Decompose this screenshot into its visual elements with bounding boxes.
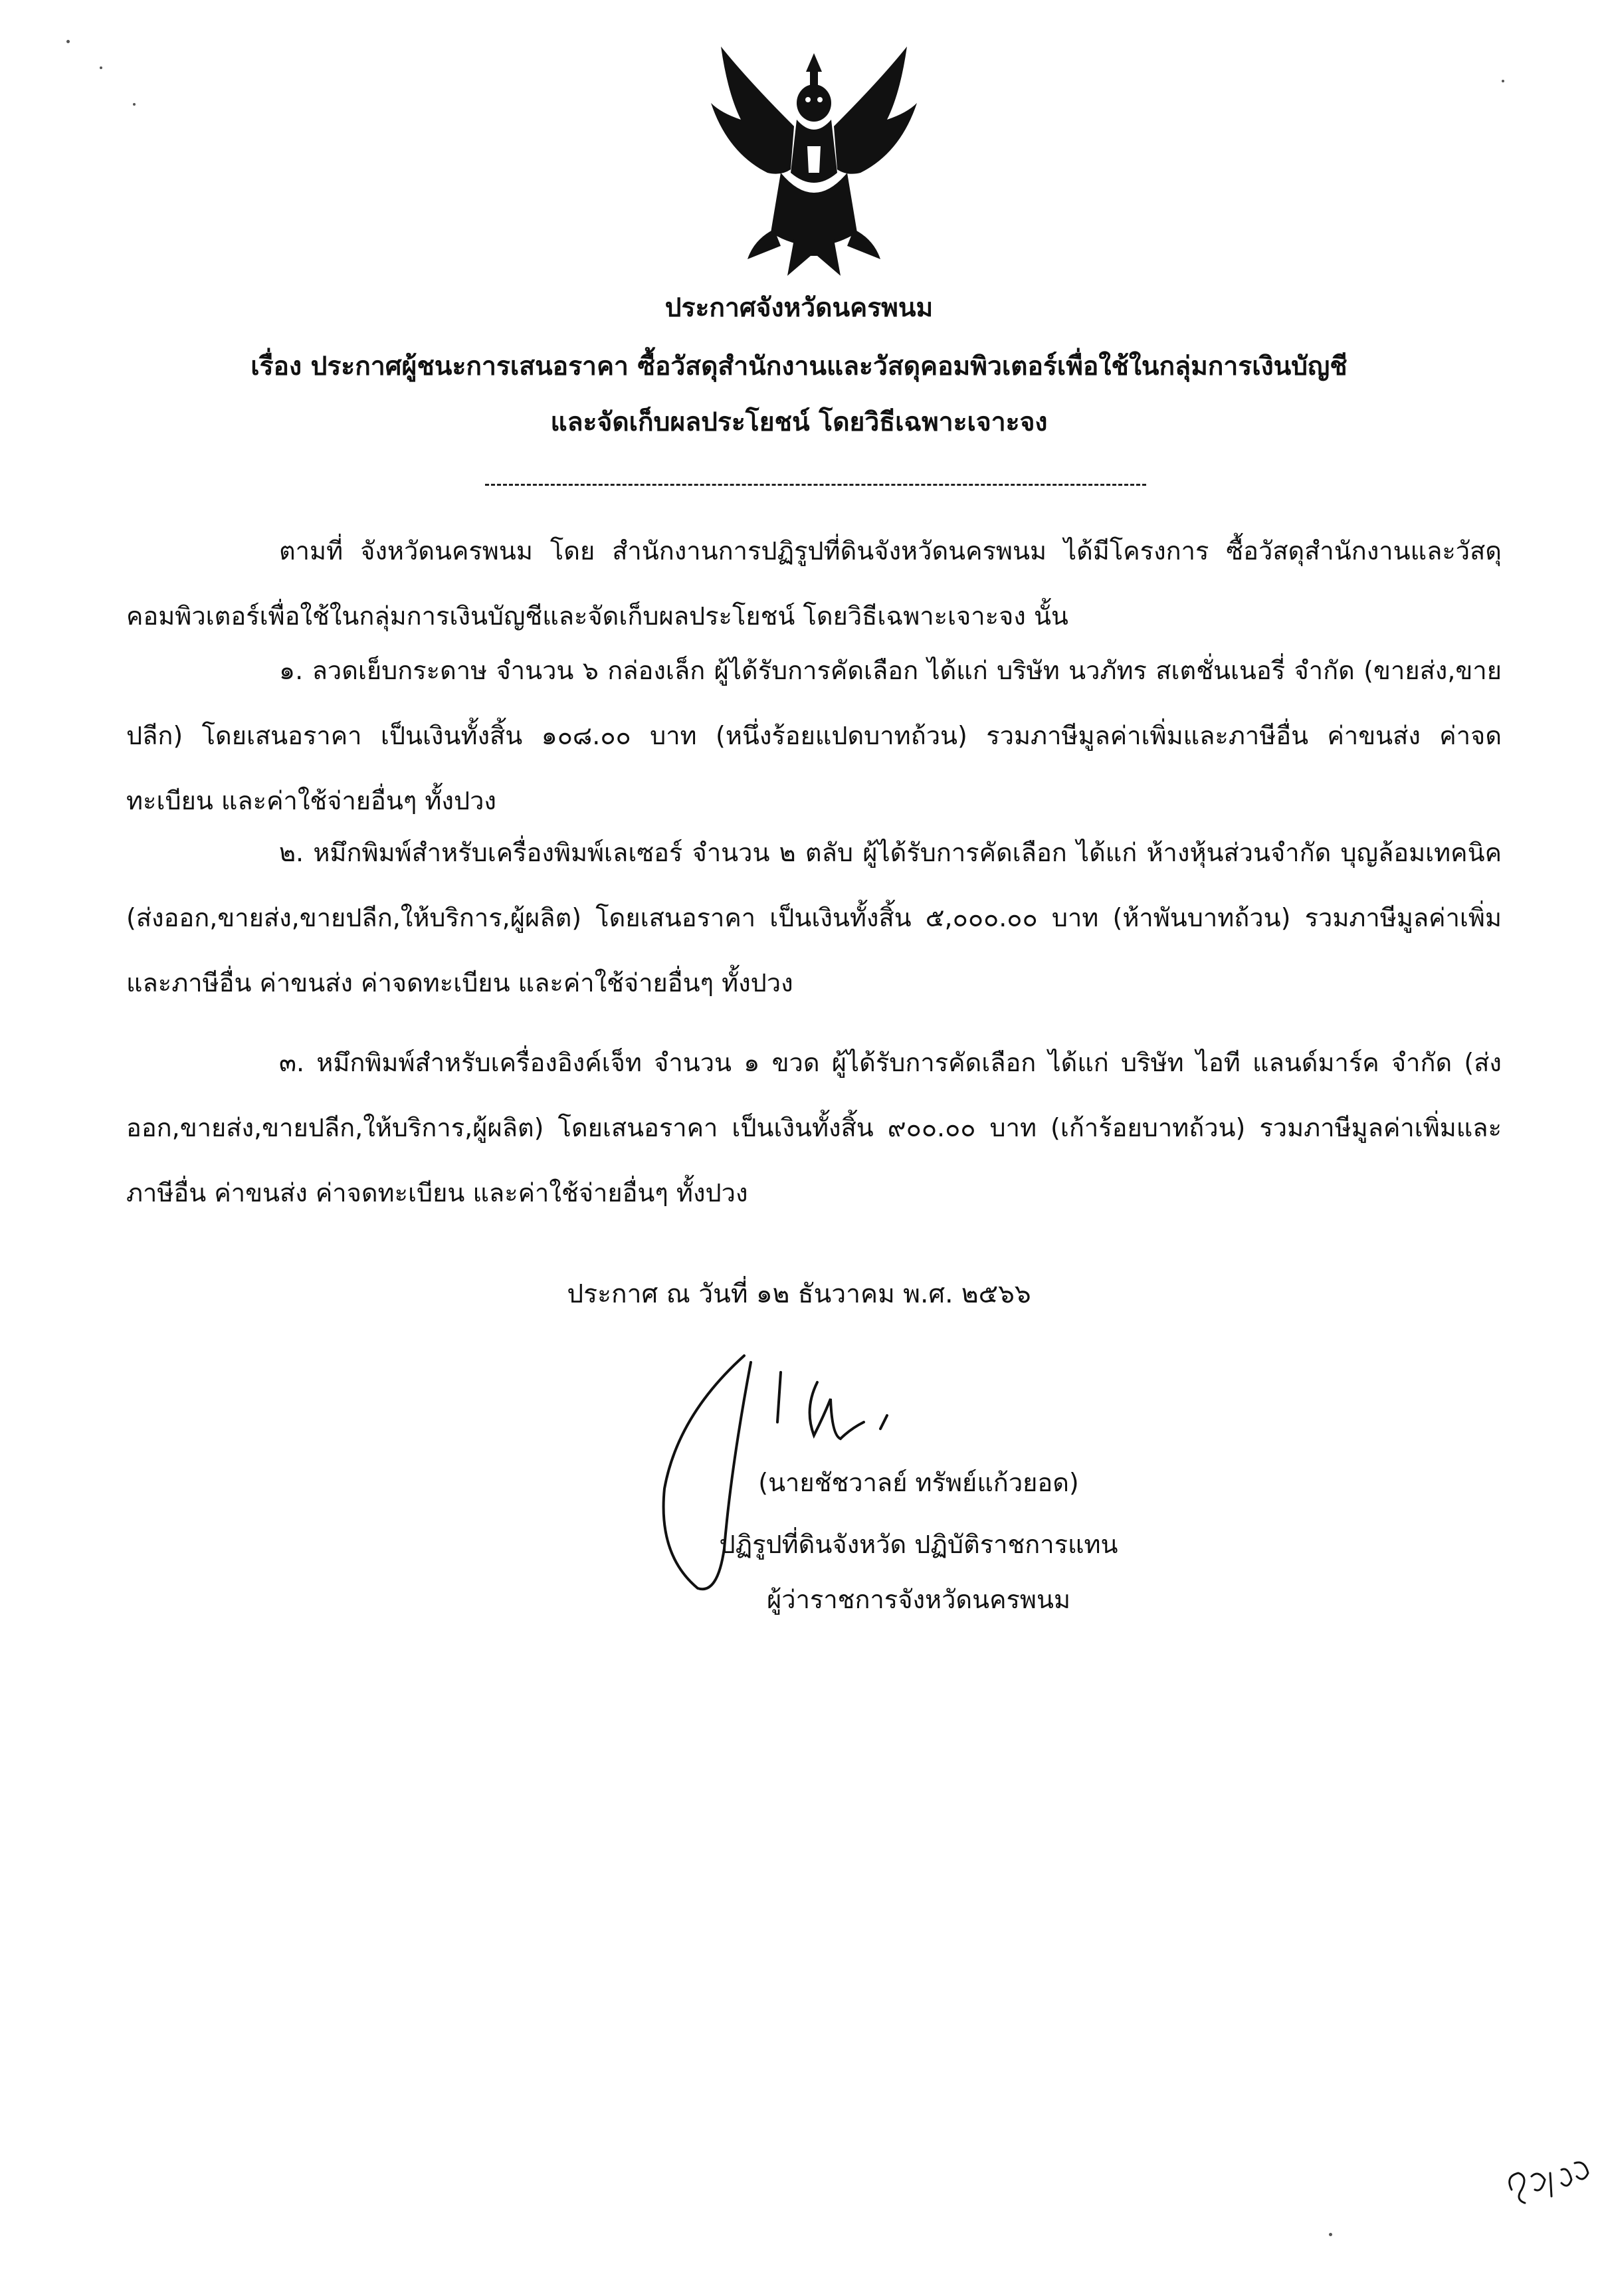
signatory-name: (นายชัชวาลย์ ทรัพย์แก้วยอด): [758, 1468, 1079, 1497]
scan-speck: [66, 40, 70, 43]
handwritten-page-mark: [1498, 2143, 1598, 2216]
item-3-paragraph: ๓. หมึกพิมพ์สำหรับเครื่องอิงค์เจ็ท จำนวน ๑ ขวด ผู้ได้รับการคัดเลือก ได้แก่ บริษัท ไอที แลนด์มาร์ค จำกัด (ส่งออก,ขายส่ง,ขายปลีก,ให้บริการ,ผู้ผลิต) โดยเสนอราคา เป็นเงินทั้งสิ้น ๙๐๐.๐๐ บาท (เก้าร้อยบาทถ้วน) รวมภาษีมูลค่าเพิ่มและภาษีอื่น ค่าขนส่ง ค่าจดทะเบียน และค่าใช้จ่ายอื่นๆ ทั้งปวง: [126, 1048, 1502, 1207]
divider: [485, 484, 1146, 486]
item-1-paragraph: ๑. ลวดเย็บกระดาษ จำนวน ๖ กล่องเล็ก ผู้ได้รับการคัดเลือก ได้แก่ บริษัท นวภัทร สเตชั่นเนอรี่ จำกัด (ขายส่ง,ขายปลีก) โดยเสนอราคา เป็นเงินทั้งสิ้น ๑๐๘.๐๐ บาท (หนึ่งร้อยแปดบาทถ้วน) รวมภาษีมูลค่าเพิ่มและภาษีอื่น ค่าขนส่ง ค่าจดทะเบียน และค่าใช้จ่ายอื่นๆ ทั้งปวง: [126, 656, 1502, 815]
scan-speck: [1329, 2233, 1332, 2236]
scan-speck: [133, 103, 136, 106]
scan-speck: [1502, 80, 1504, 82]
signatory-position-2: ผู้ว่าราชการจังหวัดนครพนม: [766, 1585, 1070, 1614]
signatory-position: ปฏิรูปที่ดินจังหวัด ปฏิบัติราชการแทน: [719, 1530, 1118, 1559]
scan-speck: [100, 66, 102, 69]
announcement-date: ประกาศ ณ วันที่ ๑๒ ธันวาคม พ.ศ. ๒๕๖๖: [567, 1279, 1031, 1309]
announcement-heading: ประกาศจังหวัดนครพนม: [664, 293, 934, 323]
intro-paragraph: ตามที่ จังหวัดนครพนม โดย สำนักงานการปฏิรูปที่ดินจังหวัดนครพนม ได้มีโครงการ ซื้อวัสดุสำนักงานและวัสดุคอมพิวเตอร์เพื่อใช้ในกลุ่มการเงินบัญชีและจัดเก็บผลประโยชน์ โดยวิธีเฉพาะเจาะจง นั้น: [126, 536, 1502, 631]
subject-line-2: และจัดเก็บผลประโยชน์ โดยวิธีเฉพาะเจาะจง: [550, 407, 1048, 437]
item-2-paragraph: ๒. หมึกพิมพ์สำหรับเครื่องพิมพ์เลเซอร์ จำนวน ๒ ตลับ ผู้ได้รับการคัดเลือก ได้แก่ ห้างหุ้นส่วนจำกัด บุญล้อมเทคนิค (ส่งออก,ขายส่ง,ขายปลีก,ให้บริการ,ผู้ผลิต) โดยเสนอราคา เป็นเงินทั้งสิ้น ๕,๐๐๐.๐๐ บาท (ห้าพันบาทถ้วน) รวมภาษีมูลค่าเพิ่มและภาษีอื่น ค่าขนส่ง ค่าจดทะเบียน และค่าใช้จ่ายอื่นๆ ทั้งปวง: [126, 838, 1502, 997]
garuda-emblem-icon: [701, 40, 927, 279]
subject-line-1: เรื่อง ประกาศผู้ชนะการเสนอราคา ซื้อวัสดุสำนักงานและวัสดุคอมพิวเตอร์เพื่อใช้ในกลุ่มการเงินบัญชี: [250, 352, 1348, 381]
